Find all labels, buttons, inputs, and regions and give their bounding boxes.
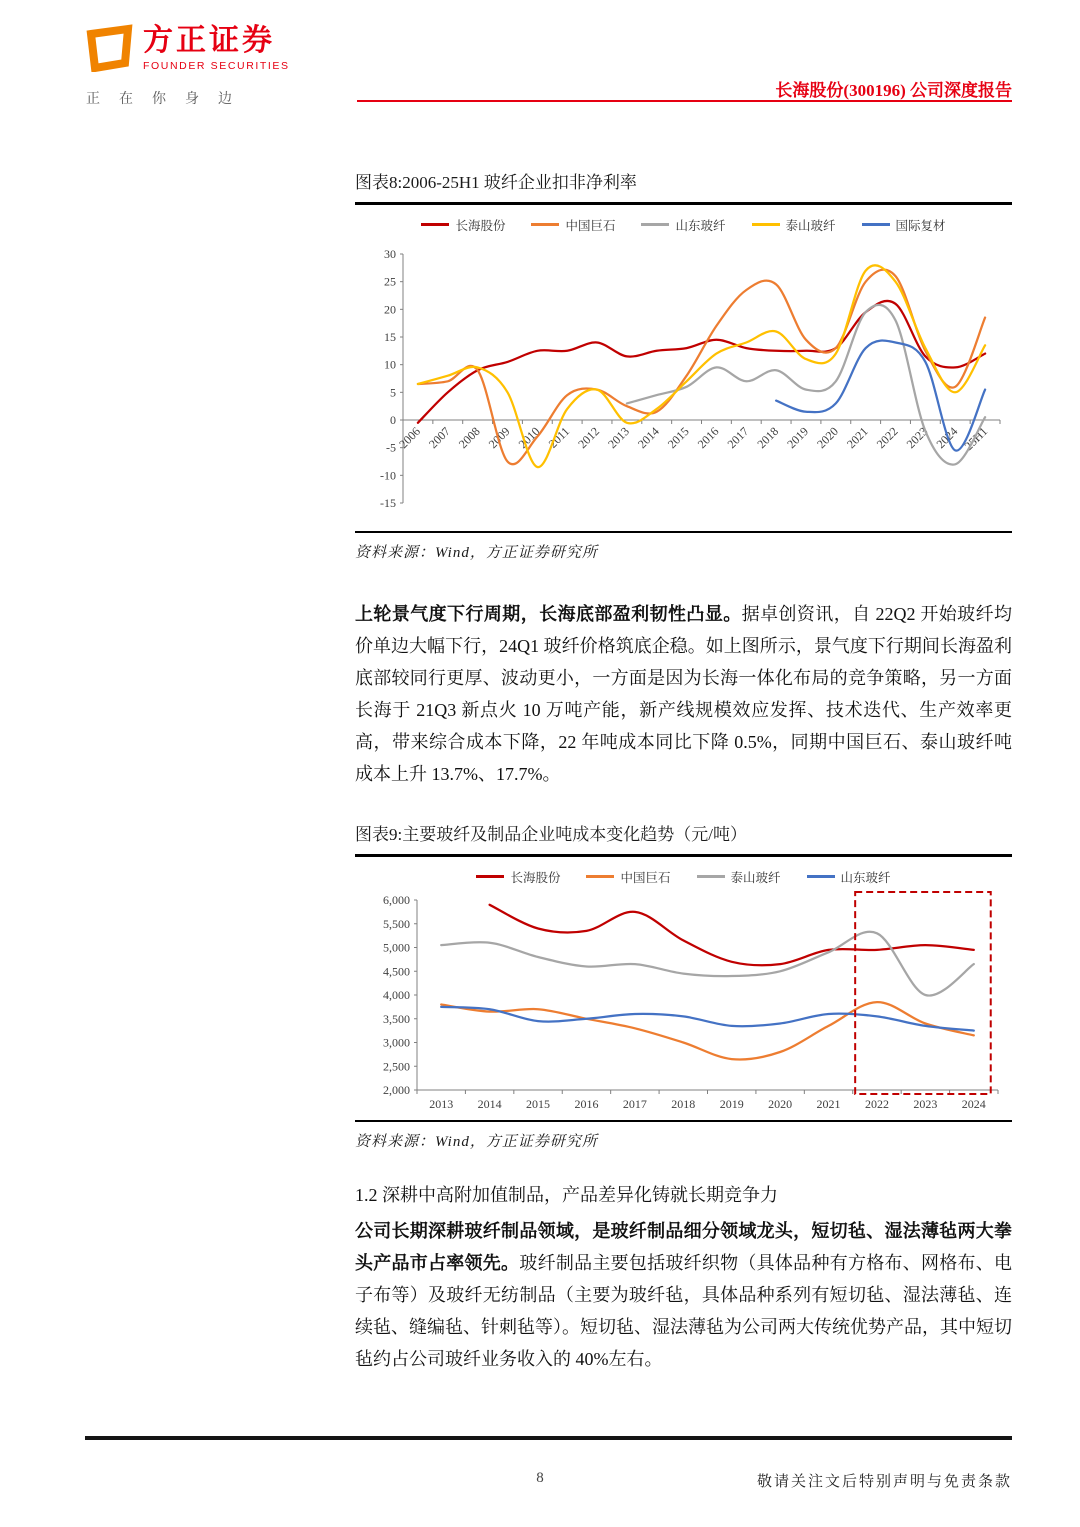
footer-divider	[85, 1436, 1012, 1440]
legend-color-swatch	[586, 875, 614, 878]
figure-9-source: 资料来源：Wind，方正证券研究所	[355, 1134, 598, 1150]
svg-text:30: 30	[384, 246, 396, 261]
report-title: 长海股份(300196) 公司深度报告	[775, 81, 1012, 100]
svg-text:5: 5	[390, 384, 396, 399]
legend-label: 长海股份	[455, 218, 506, 233]
svg-text:20: 20	[384, 301, 396, 316]
legend-item	[862, 216, 946, 234]
analysis-paragraph-1	[355, 598, 1012, 790]
svg-text:2014: 2014	[477, 1096, 502, 1111]
brand-tagline: 正在你身边	[86, 92, 251, 107]
paragraph-1-lead: 上轮景气度下行周期，长海底部盈利韧性凸显。	[355, 604, 742, 624]
figure-9-rule-top	[355, 854, 1012, 857]
section-heading-1-2: 1.2 深耕中高附加值制品，产品差异化铸就长期竞争力	[355, 1185, 778, 1205]
svg-text:2024: 2024	[961, 1096, 986, 1111]
legend-color-swatch	[531, 223, 559, 226]
svg-text:5,000: 5,000	[383, 940, 410, 954]
legend-item	[421, 216, 505, 234]
svg-text:25H1: 25H1	[961, 423, 991, 453]
legend-color-swatch	[862, 223, 890, 226]
cost-trend-line-chart	[355, 888, 1012, 1120]
svg-text:2017: 2017	[724, 423, 752, 451]
svg-text:2021: 2021	[843, 423, 871, 451]
page-number: 8	[536, 1470, 544, 1486]
svg-text:2016: 2016	[694, 423, 722, 451]
brand-logo-block	[85, 24, 290, 72]
footer-disclaimer: 敬请关注文后特别声明与免责条款	[756, 1474, 1012, 1490]
svg-text:2020: 2020	[814, 423, 841, 451]
svg-text:2019: 2019	[719, 1096, 744, 1111]
svg-text:2021: 2021	[816, 1096, 841, 1111]
svg-text:15: 15	[384, 329, 396, 344]
svg-text:2017: 2017	[622, 1096, 647, 1111]
figure-9-rule-bottom	[355, 1120, 1012, 1123]
svg-text:2015: 2015	[526, 1096, 551, 1111]
svg-text:-15: -15	[380, 495, 396, 510]
figure-9-legend	[355, 866, 1012, 888]
legend-item	[531, 216, 615, 234]
svg-text:25: 25	[384, 274, 396, 289]
figure-9	[355, 820, 1012, 1151]
svg-text:2,500: 2,500	[383, 1058, 410, 1073]
paragraph-2-body: 玻纤制品主要包括玻纤织物（具体品种有方格布、网格布、电子布等）及玻纤无纺制品（主要为玻纤毡，具体品种系列有短切毡、湿法薄毡、连续毡、缝编毡、针刺毡等）。短切毡、湿法薄毡为公司两大传统优势产品，其中短切毡约占公司玻纤业务收入的 40%左右。	[355, 1253, 1013, 1369]
svg-text:6,000: 6,000	[383, 892, 410, 907]
legend-item	[586, 868, 670, 886]
brand-name: 方正证券	[143, 24, 275, 57]
figure-9-title: 图表9:主要玻纤及制品企业吨成本变化趋势（元/吨）	[355, 825, 747, 844]
paragraph-2-lead: 公司长期深耕玻纤制品领域，是玻纤制品细分领域龙头，短切毡、湿法薄毡两大拳头产品市占率领先。	[355, 1221, 1012, 1273]
figure-8-rule-bottom	[355, 531, 1012, 534]
legend-item	[697, 868, 781, 886]
legend-color-swatch	[476, 875, 504, 878]
svg-text:2009: 2009	[485, 423, 513, 451]
svg-text:2006: 2006	[396, 423, 424, 451]
svg-text:2018: 2018	[671, 1096, 696, 1111]
paragraph-1-body: 据卓创资讯，自 22Q2 开始玻纤均价单边大幅下行，24Q1 玻纤价格筑底企稳。如上图所示，景气度下行期间长海盈利底部较同行更厚、波动更小，一方面是因为长海一体化布局的竞争策略，另一方面长海于 21Q3 新点火 10 万吨产能，新产线规模效应发挥、技术迭代、生产效率更高，带来综合成本下降，22 年吨成本同比下降 0.5%，同期中国巨石、泰山玻纤吨成本上升 13.7%、17.7%。	[355, 604, 1013, 784]
svg-text:2022: 2022	[873, 423, 901, 451]
main-content	[355, 168, 1012, 1375]
figure-8	[355, 168, 1012, 562]
legend-label: 泰山玻纤	[785, 218, 836, 233]
founder-securities-logo-icon	[85, 24, 133, 72]
analysis-paragraph-2	[355, 1215, 1012, 1375]
svg-text:4,000: 4,000	[383, 987, 410, 1002]
figure-8-legend	[355, 214, 1012, 236]
legend-item	[807, 868, 891, 886]
figure-8-source: 资料来源：Wind，方正证券研究所	[355, 545, 598, 561]
svg-text:2022: 2022	[864, 1096, 889, 1111]
legend-label: 山东玻纤	[840, 870, 891, 885]
svg-text:2011: 2011	[545, 423, 573, 451]
header-divider	[357, 100, 1012, 102]
svg-text:2010: 2010	[515, 423, 543, 451]
svg-text:2018: 2018	[754, 423, 782, 451]
legend-item	[476, 868, 560, 886]
svg-text:2020: 2020	[768, 1096, 793, 1111]
svg-text:2013: 2013	[605, 423, 632, 451]
svg-text:2007: 2007	[426, 423, 453, 451]
svg-text:2015: 2015	[664, 423, 692, 451]
svg-text:2019: 2019	[784, 423, 812, 451]
legend-label: 山东玻纤	[675, 218, 726, 233]
svg-text:2,000: 2,000	[383, 1082, 410, 1097]
svg-text:10: 10	[384, 357, 396, 372]
svg-text:2016: 2016	[574, 1096, 599, 1111]
svg-text:3,000: 3,000	[383, 1035, 410, 1049]
svg-text:2012: 2012	[575, 423, 603, 451]
svg-text:-5: -5	[386, 440, 396, 455]
legend-item	[641, 216, 725, 234]
svg-text:2024: 2024	[933, 423, 961, 451]
legend-label: 中国巨石	[565, 218, 616, 233]
figure-8-title: 图表8:2006-25H1 玻纤企业扣非净利率	[355, 173, 637, 192]
legend-label: 泰山玻纤	[730, 870, 781, 885]
svg-text:3,500: 3,500	[383, 1011, 410, 1026]
svg-text:5,500: 5,500	[383, 916, 410, 931]
svg-text:2008: 2008	[455, 423, 483, 451]
brand-subtitle: FOUNDER SECURITIES	[143, 60, 290, 72]
legend-color-swatch	[752, 223, 780, 226]
legend-color-swatch	[641, 223, 669, 226]
svg-text:-10: -10	[380, 467, 396, 482]
svg-text:2014: 2014	[634, 423, 662, 451]
legend-color-swatch	[697, 875, 725, 878]
svg-text:2023: 2023	[903, 423, 931, 451]
profit-margin-line-chart	[355, 236, 1012, 531]
legend-label: 长海股份	[510, 870, 561, 885]
legend-color-swatch	[807, 875, 835, 878]
legend-color-swatch	[421, 223, 449, 226]
legend-label: 国际复材	[895, 218, 946, 233]
svg-text:2013: 2013	[429, 1096, 454, 1111]
svg-text:0: 0	[390, 412, 396, 427]
figure-8-rule-top	[355, 202, 1012, 205]
legend-label: 中国巨石	[620, 870, 671, 885]
svg-text:4,500: 4,500	[383, 963, 410, 978]
legend-item	[752, 216, 836, 234]
svg-text:2023: 2023	[913, 1096, 938, 1111]
